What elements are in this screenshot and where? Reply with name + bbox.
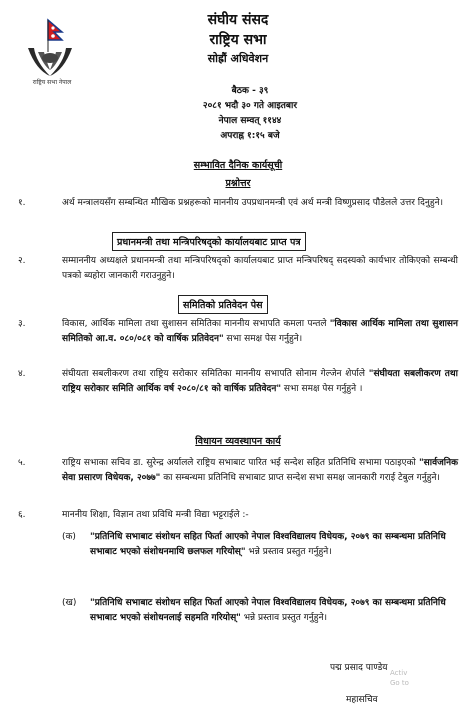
meeting-number: बैठक - ३९ bbox=[231, 86, 269, 96]
subitem-text: "प्रतिनिधि सभाबाट संशोधन सहित फिर्ता आएको नेपाल विश्वविद्यालय विधेयक, २०७९ का सम्बन्धमा प्रतिनिधि सभाबाट भएको संशोधनलाई सहमति गरियोस्" भन्ने प्रस्ताव प्रस्तुत गर्नुहुने। bbox=[90, 598, 446, 623]
agenda-item-5 bbox=[18, 456, 458, 486]
agenda-item-2 bbox=[18, 254, 458, 284]
item-number: ५. bbox=[18, 458, 26, 468]
meeting-date: २०८१ भदौ ३० गते आइतबार bbox=[202, 101, 298, 111]
subitem-number: (क) bbox=[62, 532, 76, 542]
header-line-1: संघीय संसद bbox=[207, 12, 269, 28]
item-text: संघीयता सबलीकरण तथा राष्ट्रिय सरोकार समितिका माननीय सभापति सोनाम गेल्जेन शेर्पाले "संघीयता सबलीकरण तथा राष्ट्रिय सरोकार समिति आर्थिक वर्ष २०८०/८१ को वार्षिक प्रतिवेदन" सभा समक्ष पेस गर्नुहुने । bbox=[62, 369, 459, 394]
subitem-bold-title: "प्रतिनिधि सभाबाट संशोधन सहित फिर्ता आएको नेपाल विश्वविद्यालय विधेयक, २०७९ का सम्बन्धमा प्रतिनिधि सभाबाट भएको संशोधनलाई सहमति गरियोस्" bbox=[90, 598, 446, 623]
subitem-bold-title: "प्रतिनिधि सभाबाट संशोधन सहित फिर्ता आएको नेपाल विश्वविद्यालय विधेयक, २०७९ का सम्बन्धमा प्रतिनिधि सभाबाट भएको संशोधनमाथि छलफल गरियोस्" bbox=[90, 532, 446, 557]
section-qa-title: प्रश्नोत्तर bbox=[225, 178, 251, 189]
signatory-title: महासचिव bbox=[346, 695, 378, 705]
agenda-title: सम्भावित दैनिक कार्यसूची bbox=[193, 160, 283, 171]
agenda-item-4 bbox=[18, 367, 458, 397]
section-committee-title: समितिको प्रतिवेदन पेस bbox=[178, 295, 268, 314]
item-text: राष्ट्रिय सभाका सचिव डा. सुरेन्द्र अर्यालले राष्ट्रिय सभाबाट पारित भई सन्देश सहित प्रतिनिधि सभामा पठाइएको "सार्वजनिक सेवा प्रसारण विधेयक, २०७७" का सम्बन्धमा प्रतिनिधि सभाबाट प्राप्त सन्देश सभा समक्ष जानकारी गराई टेबुल गर्नुहुने। bbox=[62, 458, 458, 483]
agenda-item-3 bbox=[18, 317, 458, 347]
agenda-item-6 bbox=[18, 508, 458, 523]
section-legislative-title: विधायन व्यवस्थापन कार्य bbox=[195, 436, 281, 447]
agenda-subitem-ka bbox=[62, 530, 458, 560]
signatory-name: पद्म प्रसाद पाण्डेय bbox=[330, 663, 388, 673]
item-text: सम्माननीय अध्यक्षले प्रधानमन्त्री तथा मन्त्रिपरिषद्को कार्यालयबाट प्राप्त मन्त्रिपरिषद् सदस्यको कार्यभार तोकिएको सम्बन्धी पत्रको ब्यहोरा जानकारी गराउनुहुने। bbox=[62, 256, 458, 281]
meeting-meta bbox=[150, 84, 350, 144]
agenda-item-1 bbox=[18, 196, 458, 211]
item-number: ३. bbox=[18, 319, 26, 329]
item-text: विकास, आर्थिक मामिला तथा सुशासन समितिका माननीय सभापति कमला पन्तले "विकास आर्थिक मामिला तथा सुशासन समितिको आ.व. ०८०/०८१ को वार्षिक प्रतिवेदन" सभा समक्ष पेस गर्नुहुने। bbox=[62, 319, 458, 344]
item-bold-title: "संघीयता सबलीकरण तथा राष्ट्रिय सरोकार समिति आर्थिक वर्ष २०८०/८१ को वार्षिक प्रतिवेदन" bbox=[62, 369, 459, 394]
logo-caption: राष्ट्रिय सभा नेपाल bbox=[32, 79, 72, 86]
activation-watermark: Activ Go to bbox=[390, 669, 409, 687]
header-line-3: सोह्रौं अधिवेशन bbox=[207, 52, 269, 65]
item-bold-title: "सार्वजनिक सेवा प्रसारण विधेयक, २०७७" bbox=[62, 458, 458, 483]
agenda-subitem-kha bbox=[62, 596, 458, 626]
item-bold-title: "विकास आर्थिक मामिला तथा सुशासन समितिको आ.व. ०८०/०८१ को वार्षिक प्रतिवेदन" bbox=[62, 319, 458, 344]
document-header bbox=[0, 10, 476, 68]
subitem-number: (ख) bbox=[62, 598, 77, 608]
subitem-text: "प्रतिनिधि सभाबाट संशोधन सहित फिर्ता आएको नेपाल विश्वविद्यालय विधेयक, २०७९ का सम्बन्धमा प्रतिनिधि सभाबाट भएको संशोधनमाथि छलफल गरियोस्" भन्ने प्रस्ताव प्रस्तुत गर्नुहुने। bbox=[90, 532, 446, 557]
item-number: ४. bbox=[18, 369, 26, 379]
header-line-2: राष्ट्रिय सभा bbox=[209, 32, 267, 48]
item-text: माननीय शिक्षा, विज्ञान तथा प्रविधि मन्त्री विद्या भट्टराईले :- bbox=[62, 510, 249, 520]
item-number: ६. bbox=[18, 510, 26, 520]
item-number: २. bbox=[18, 256, 26, 266]
item-text: अर्थ मन्त्रालयसँग सम्बन्धित मौखिक प्रश्नहरूको माननीय उपप्रधानमन्त्री एवं अर्थ मन्त्री विष्णुप्रसाद पौडेलले उत्तर दिनुहुने। bbox=[62, 198, 444, 208]
item-number: १. bbox=[18, 198, 26, 208]
section-pm-office-title: प्रधानमन्त्री तथा मन्त्रिपरिषद्को कार्यालयबाट प्राप्त पत्र bbox=[112, 232, 306, 251]
nepal-era-date: नेपाल सम्वत् ११४४ bbox=[218, 116, 282, 126]
meeting-time: अपराह्न १:१५ बजे bbox=[220, 131, 280, 141]
